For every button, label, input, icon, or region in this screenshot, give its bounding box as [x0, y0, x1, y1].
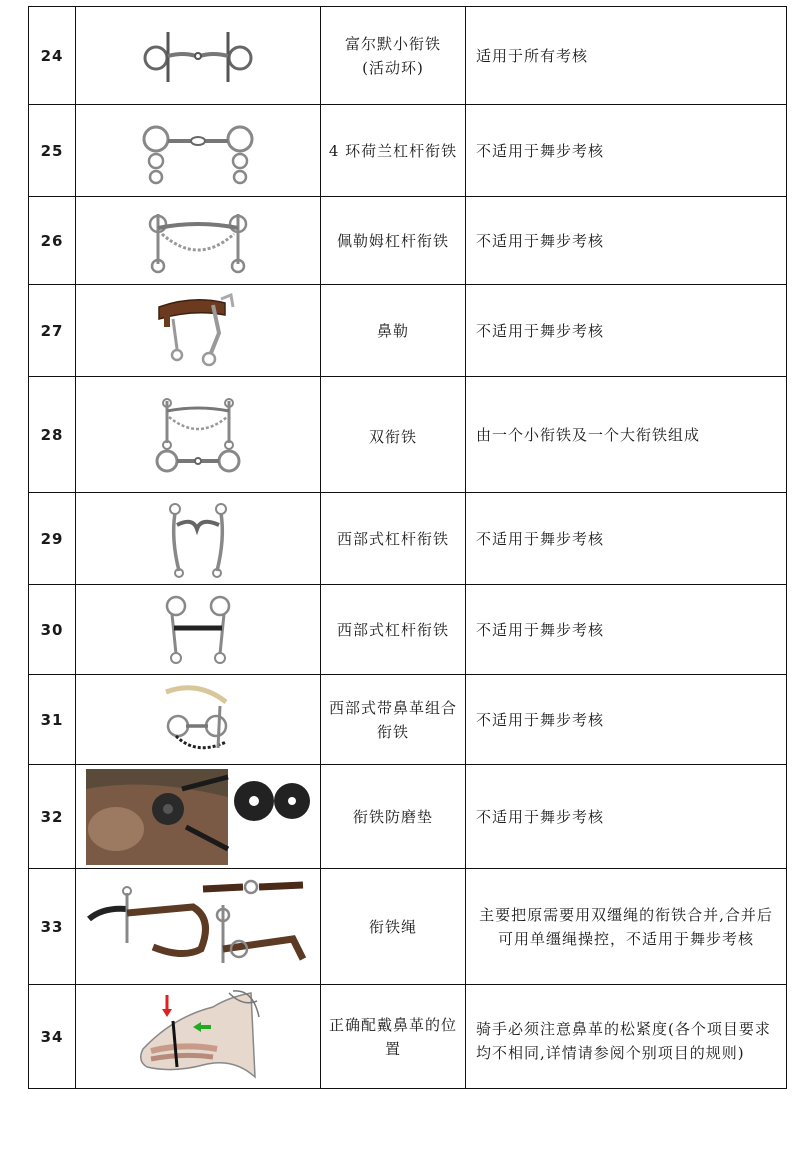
bit-name: 双衔铁 — [321, 377, 466, 493]
bit-description: 不适用于舞步考核 — [466, 585, 787, 675]
bit-description: 不适用于舞步考核 — [466, 105, 787, 197]
table-row — [29, 493, 787, 585]
bit-image-cell — [76, 493, 321, 585]
table-row — [29, 7, 787, 105]
bit-description: 骑手必须注意鼻革的松紧度(各个项目要求均不相同,详情请参阅个别项目的规则) — [466, 985, 787, 1089]
table-row — [29, 869, 787, 985]
row-number: 25 — [29, 105, 76, 197]
bit-name: 衔铁防磨垫 — [321, 765, 466, 869]
pelham-bit-photo — [138, 206, 258, 276]
bit-name: 佩勒姆杠杆衔铁 — [321, 197, 466, 285]
bit-name: 衔铁绳 — [321, 869, 466, 985]
row-number: 32 — [29, 765, 76, 869]
bit-name: 4 环荷兰杠杆衔铁 — [321, 105, 466, 197]
row-number: 31 — [29, 675, 76, 765]
bit-image-cell — [76, 197, 321, 285]
bit-table — [28, 6, 787, 1089]
bit-description: 不适用于舞步考核 — [466, 675, 787, 765]
row-number: 26 — [29, 197, 76, 285]
bit-description: 适用于所有考核 — [466, 7, 787, 105]
hackamore-noseband-photo — [153, 293, 243, 369]
table-row — [29, 377, 787, 493]
table-row — [29, 765, 787, 869]
bit-name: 西部式杠杆衔铁 — [321, 493, 466, 585]
bit-image-cell — [76, 765, 321, 869]
row-number: 24 — [29, 7, 76, 105]
table-row — [29, 197, 787, 285]
bit-description: 由一个小衔铁及一个大衔铁组成 — [466, 377, 787, 493]
row-number: 34 — [29, 985, 76, 1089]
table-row — [29, 585, 787, 675]
bit-image-cell — [76, 105, 321, 197]
row-number: 27 — [29, 285, 76, 377]
four-ring-dutch-gag-bit-photo — [138, 113, 258, 189]
bit-image-cell — [76, 985, 321, 1089]
row-number: 33 — [29, 869, 76, 985]
full-cheek-snaffle-bit-photo — [138, 26, 258, 86]
bit-description: 不适用于舞步考核 — [466, 197, 787, 285]
bit-image-cell — [76, 585, 321, 675]
bit-guard-photo — [86, 769, 311, 865]
bit-description: 不适用于舞步考核 — [466, 493, 787, 585]
table-row — [29, 675, 787, 765]
bit-image-cell — [76, 285, 321, 377]
row-number: 28 — [29, 377, 76, 493]
western-shank-bit-photo-2 — [158, 592, 238, 668]
bit-name: 西部式带鼻革组合衔铁 — [321, 675, 466, 765]
bit-image-cell — [76, 675, 321, 765]
bit-name: 西部式杠杆衔铁 — [321, 585, 466, 675]
western-shank-bit-photo — [153, 499, 243, 579]
bit-image-cell — [76, 7, 321, 105]
table-row — [29, 285, 787, 377]
bit-name: 鼻勒 — [321, 285, 466, 377]
bit-image-cell — [76, 377, 321, 493]
horse-head-noseband-illustration — [133, 987, 263, 1087]
table-row — [29, 985, 787, 1089]
rein-connector-photo — [83, 879, 313, 975]
bit-description: 主要把原需要用双缰绳的衔铁合并,合并后可用单缰绳操控，不适用于舞步考核 — [466, 869, 787, 985]
bit-description: 不适用于舞步考核 — [466, 765, 787, 869]
bit-description: 不适用于舞步考核 — [466, 285, 787, 377]
bit-name: 正确配戴鼻革的位置 — [321, 985, 466, 1089]
table-row — [29, 105, 787, 197]
row-number: 30 — [29, 585, 76, 675]
row-number: 29 — [29, 493, 76, 585]
bit-image-cell — [76, 869, 321, 985]
bit-name: 富尔默小衔铁 (活动环) — [321, 7, 466, 105]
double-bridle-bits-photo — [153, 395, 243, 475]
western-combination-bit-photo — [156, 682, 240, 758]
